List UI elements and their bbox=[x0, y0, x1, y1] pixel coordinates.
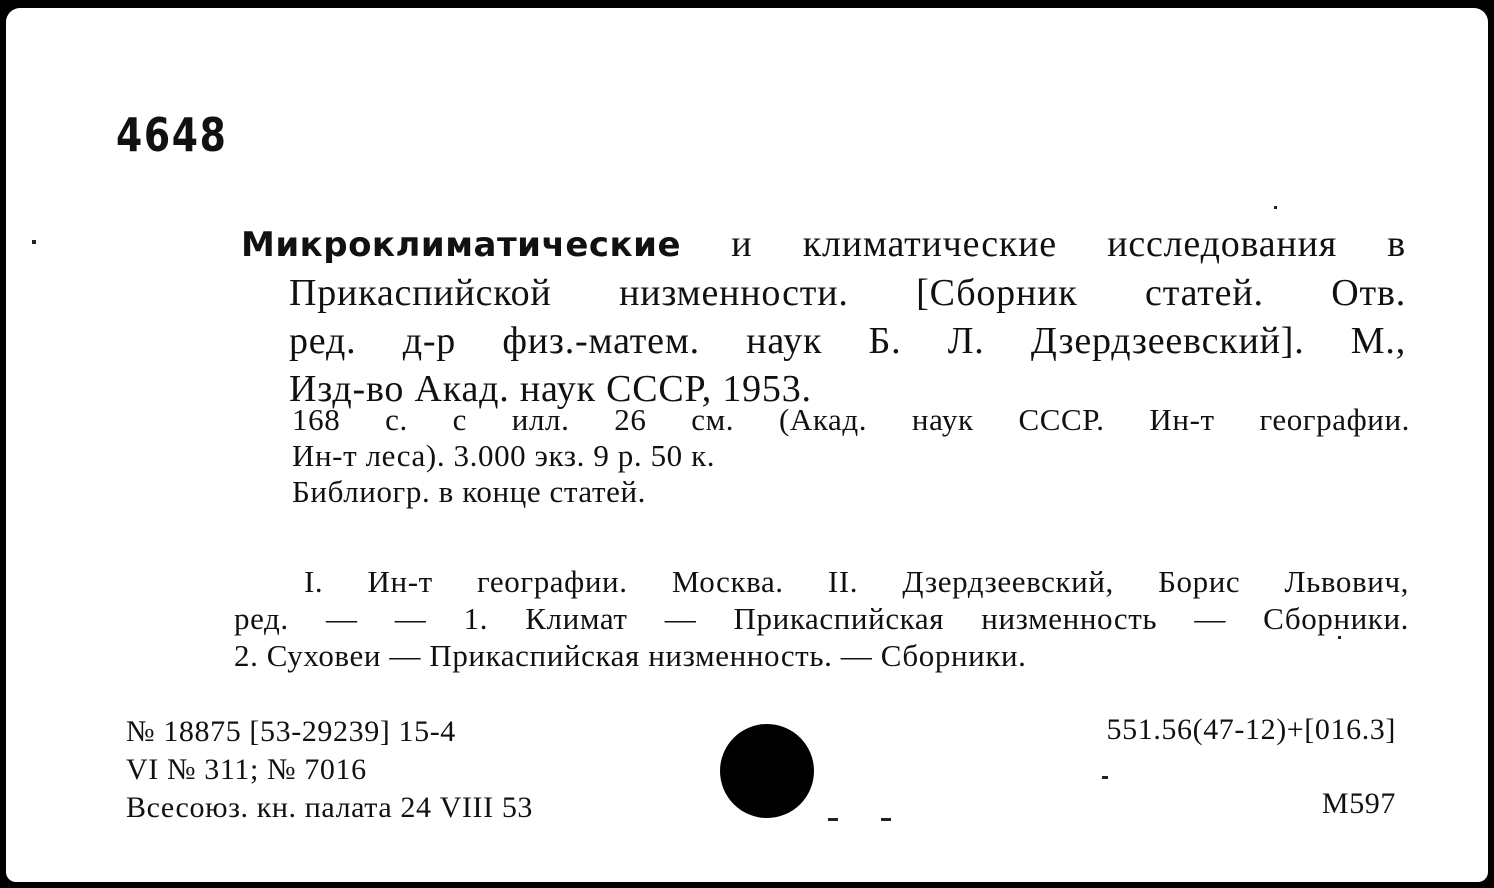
scan-speck bbox=[1102, 776, 1108, 779]
registration-number: № 18875 [53-29239] 15-4 bbox=[126, 715, 456, 748]
collation-line-1: 168 с. с илл. 26 см. (Акад. наук СССР. Ин-т географии. bbox=[292, 402, 1410, 437]
collation-line-3: Библиогр. в конце статей. bbox=[292, 474, 647, 509]
entry-line-1 bbox=[241, 220, 1406, 269]
collation-line-2: Ин-т леса). 3.000 экз. 9 р. 50 к. bbox=[292, 438, 716, 473]
punch-hole bbox=[720, 724, 814, 818]
tracings-line-1: I. Ин-т географии. Москва. II. Дзердзеевский, Борис Львович, bbox=[304, 564, 1409, 599]
catalog-card bbox=[6, 8, 1488, 882]
bibliographic-entry bbox=[241, 220, 1406, 413]
scan-speck bbox=[828, 818, 838, 821]
entry-line-1-rest: и климатические исследования в bbox=[731, 223, 1406, 265]
entry-line-4: Изд-во Акад. наук СССР, 1953. bbox=[289, 368, 812, 410]
tracings-line-2: ред. — — 1. Климат — Прикаспийская низменность — Сборники. bbox=[234, 601, 1409, 636]
scan-speck bbox=[1338, 636, 1341, 639]
entry-title: Микроклиматические bbox=[241, 225, 682, 265]
author-mark: М597 bbox=[1321, 787, 1396, 820]
record-numbers: VI № 311; № 7016 bbox=[126, 753, 367, 786]
collation-block bbox=[292, 402, 1410, 510]
handwritten-card-number: 4648 bbox=[116, 108, 228, 162]
tracings-line-3: 2. Суховеи — Прикаспийская низменность. — Сборники. bbox=[234, 638, 1027, 673]
scan-speck bbox=[32, 240, 36, 244]
card-footer-left bbox=[126, 713, 533, 827]
scan-speck bbox=[1274, 206, 1277, 209]
scan-speck bbox=[881, 818, 891, 821]
tracings-block bbox=[234, 563, 1409, 674]
publisher-chamber-date: Всесоюз. кн. палата 24 VIII 53 bbox=[126, 791, 534, 824]
classification-code: 551.56(47-12)+[016.3] bbox=[1106, 713, 1396, 746]
entry-line-2: Прикаспийской низменности. [Сборник статей. Отв. bbox=[289, 272, 1406, 314]
entry-line-3: ред. д-р физ.-матем. наук Б. Л. Дзердзеевский]. М., bbox=[289, 320, 1406, 362]
